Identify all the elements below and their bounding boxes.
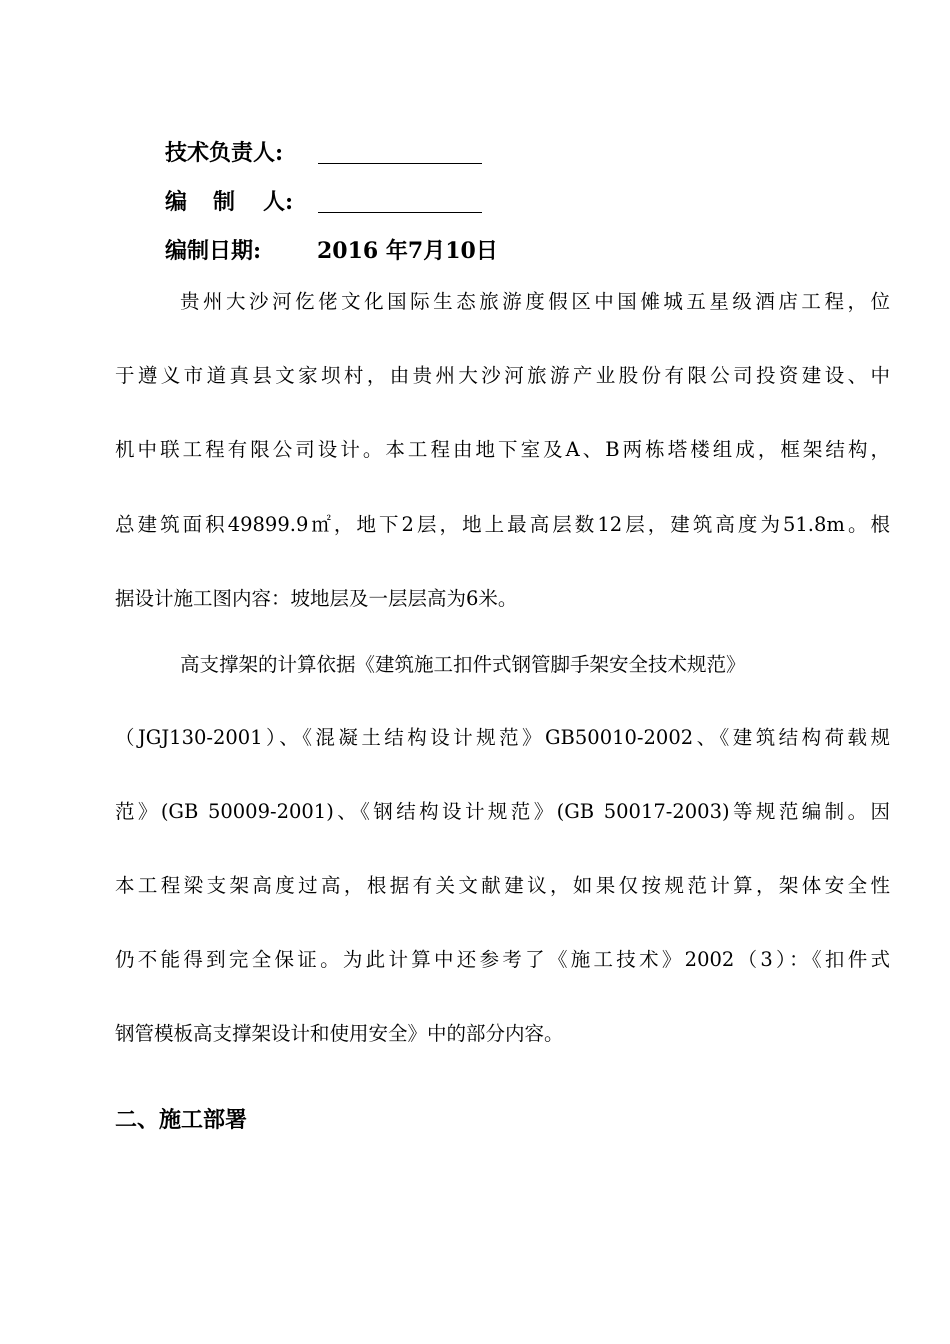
paragraph-1-line: 据设计施工图内容：坡地层及一层层高为6米。: [115, 587, 518, 610]
paragraph-1-line: 总建筑面积49899.9㎡，地下2层，地上最高层数12层，建筑高度为51.8m。根: [115, 513, 890, 536]
date-value: 2016 年7月10日: [317, 238, 498, 264]
date-label: 编制日期:: [165, 238, 262, 264]
paragraph-1-line: 于遵义市道真县文家坝村，由贵州大沙河旅游产业股份有限公司投资建设、中: [115, 364, 890, 387]
paragraph-1-line: 机中联工程有限公司设计。本工程由地下室及A、B两栋塔楼组成，框架结构，: [115, 438, 890, 461]
paragraph-2-line: 范》(GB 50009-2001)、《钢结构设计规范》(GB 50017-2003)等规范编制。因: [115, 800, 890, 823]
compiler-blank: [318, 212, 482, 213]
compiler-label: [165, 189, 293, 215]
paragraph-2-line: 钢管模板高支撑架设计和使用安全》中的部分内容。: [115, 1022, 564, 1045]
paragraph-2-line: （JGJ130-2001）、《混凝土结构设计规范》GB50010-2002、《建筑结构荷载规: [115, 726, 890, 749]
paragraph-2-line: 高支撑架的计算依据《建筑施工扣件式钢管脚手架安全技术规范》: [180, 653, 746, 676]
paragraph-2-line: 仍不能得到完全保证。为此计算中还参考了《施工技术》2002（3）：《扣件式: [115, 948, 890, 971]
tech-lead-row: [165, 139, 283, 167]
date-row: [165, 237, 498, 265]
compiler-row: [165, 188, 293, 216]
tech-lead-label: 技术负责人:: [165, 140, 284, 166]
section-heading: 二、施工部署: [115, 1107, 248, 1133]
paragraph-1-line: 贵州大沙河仡佬文化国际生态旅游度假区中国傩城五星级酒店工程，位: [180, 290, 890, 313]
compiler-label-char: 人:: [263, 189, 294, 215]
tech-lead-blank: [318, 163, 482, 164]
compiler-label-char: 编: [165, 189, 188, 215]
compiler-label-char: 制: [213, 189, 236, 215]
paragraph-2-line: 本工程梁支架高度过高，根据有关文献建议，如果仅按规范计算，架体安全性: [115, 874, 890, 897]
